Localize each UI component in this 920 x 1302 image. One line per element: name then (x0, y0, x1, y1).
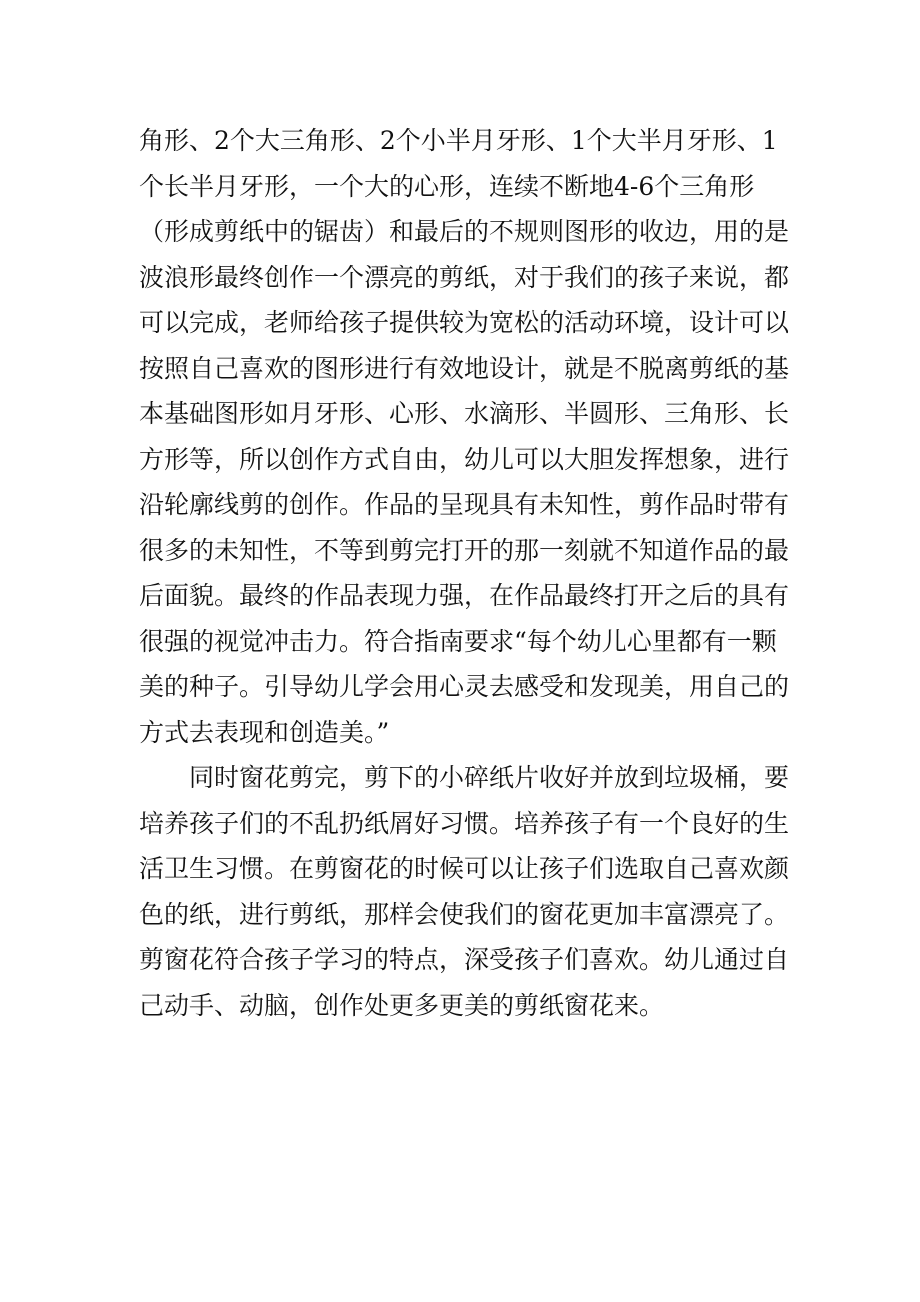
text-line: 活卫生习惯。在剪窗花的时候可以让孩子们选取自己喜欢颜 (139, 854, 790, 883)
text-line: 方式去表现和创造美。” (139, 717, 390, 747)
text-line: 剪窗花符合孩子学习的特点，深受孩子们喜欢。幼儿通过自 (139, 945, 790, 974)
text-line: 色的纸，进行剪纸，那样会使我们的窗花更加丰富漂亮了。 (139, 899, 790, 929)
text-line: 很多的未知性，不等到剪完打开的那一刻就不知道作品的最 (139, 535, 790, 565)
text-line: 方形等，所以创作方式自由，幼儿可以大胆发挥想象，进行 (139, 444, 790, 474)
text-line-indented: 同时窗花剪完，剪下的小碎纸片收好并放到垃圾桶，要 (189, 763, 790, 792)
body-text (139, 118, 799, 1028)
text-line: 本基础图形如月牙形、心形、水滴形、半圆形、三角形、长 (139, 399, 790, 428)
text-line: 美的种子。引导幼儿学会用心灵去感受和发现美，用自己的 (139, 672, 790, 701)
text-line: 可以完成，老师给孩子提供较为宽松的活动环境，设计可以 (139, 308, 790, 337)
paragraph-1 (139, 118, 799, 755)
text-line: 按照自己喜欢的图形进行有效地设计，就是不脱离剪纸的基 (139, 353, 790, 383)
text-line: 培养孩子们的不乱扔纸屑好习惯。培养孩子有一个良好的生 (139, 808, 790, 838)
text-line: 后面貌。最终的作品表现力强，在作品最终打开之后的具有 (139, 581, 790, 610)
text-line: 波浪形最终创作一个漂亮的剪纸，对于我们的孩子来说，都 (139, 262, 790, 292)
text-line: 角形、2个大三角形、2个小半月牙形、1个大半月牙形、1 (139, 126, 778, 155)
text-line: （形成剪纸中的锯齿）和最后的不规则图形的收边，用的是 (139, 217, 790, 246)
paragraph-2 (139, 755, 799, 1028)
text-line: 己动手、动脑，创作处更多更美的剪纸窗花来。 (139, 990, 665, 1020)
text-line: 沿轮廓线剪的创作。作品的呈现具有未知性，剪作品时带有 (139, 490, 790, 519)
text-line: 个长半月牙形，一个大的心形，连续不断地4-6个三角形 (139, 171, 755, 201)
text-line: 很强的视觉冲击力。符合指南要求“每个幼儿心里都有一颗 (139, 626, 777, 656)
